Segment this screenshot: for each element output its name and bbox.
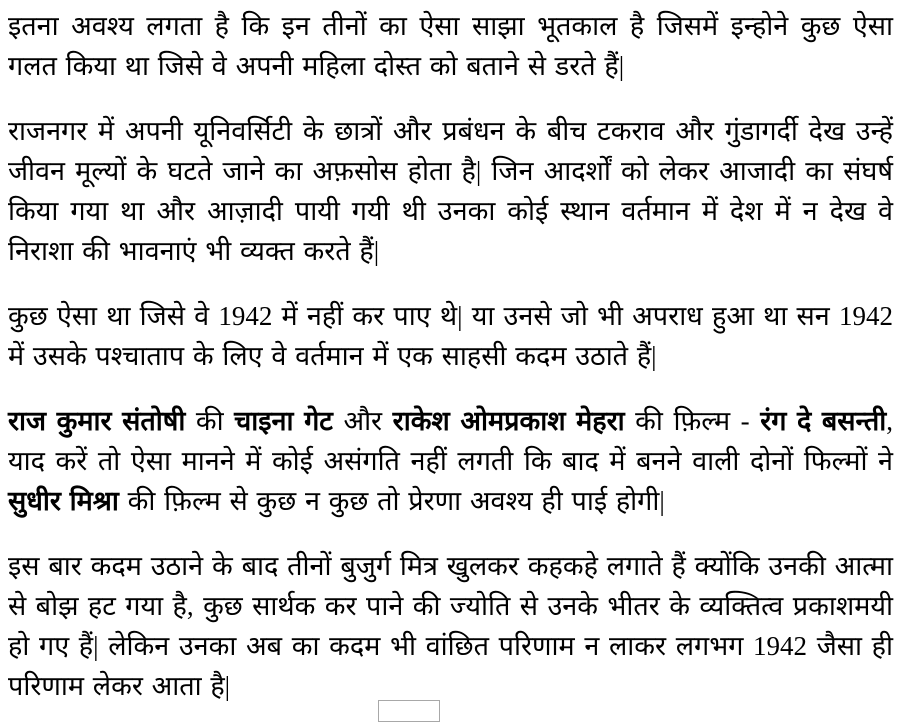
text-run: इतना अवश्य लगता है कि इन तीनों का ऐसा साझा भूतकाल है जिसमें इन्होने कुछ ऐसा गलत किया था जिसे वे अपनी महिला दोस्त को बताने से डरते हैं| bbox=[8, 11, 893, 81]
partial-box bbox=[378, 700, 440, 722]
paragraph bbox=[8, 401, 893, 521]
paragraph bbox=[8, 296, 893, 376]
text-run: की bbox=[185, 406, 235, 436]
bold-text-run: राज कुमार संतोषी bbox=[8, 406, 186, 436]
text-run: , याद करें तो ऐसा मानने में कोई असंगति नहीं लगती कि बाद में बनने वाली दोनों फिल्मों ने bbox=[8, 406, 893, 476]
bold-text-run: चाइना गेट bbox=[234, 406, 333, 436]
paragraph bbox=[8, 6, 893, 86]
text-run: राजनगर में अपनी यूनिवर्सिटी के छात्रों और प्रबंधन के बीच टकराव और गुंडागर्दी देख उन्हें जीवन मूल्यों के घटते जाने का अफ़सोस होता है| जिन आदर्शों को लेकर आजादी का संघर्ष किया गया था और आज़ादी पायी गयी थी उनका कोई स्थान वर्तमान में देश में न देख वे निराशा की भावनाएं भी व्यक्त करते हैं| bbox=[8, 116, 893, 266]
bold-text-run: रंग दे बसन्ती bbox=[760, 406, 887, 436]
paragraph bbox=[8, 111, 893, 271]
bold-text-run: राकेश ओमप्रकाश मेहरा bbox=[392, 406, 625, 436]
bold-text-run: सुधीर मिश्रा bbox=[8, 486, 119, 516]
document-text-area[interactable] bbox=[8, 6, 893, 706]
text-run: की फ़िल्म से कुछ न कुछ तो प्रेरणा अवश्य ही पाई होगी| bbox=[118, 486, 665, 516]
text-run: और bbox=[332, 406, 393, 436]
paragraph bbox=[8, 546, 893, 706]
text-run: की फ़िल्म - bbox=[624, 406, 761, 436]
text-run: इस बार कदम उठाने के बाद तीनों बुजुर्ग मित्र खुलकर कहकहे लगाते हैं क्योंकि उनकी आत्मा से बोझ हट गया है, कुछ सार्थक कर पाने की ज्योति से उनके भीतर के व्यक्तित्व प्रकाशमयी हो गए हैं| लेकिन उनका अब का कदम भी वांछित परिणाम न लाकर लगभग 1942 जैसा ही परिणाम लेकर आता है| bbox=[8, 551, 893, 701]
text-run: कुछ ऐसा था जिसे वे 1942 में नहीं कर पाए थे| या उनसे जो भी अपराध हुआ था सन 1942 में उसके पश्चाताप के लिए वे वर्तमान में एक साहसी कदम उठाते हैं| bbox=[8, 301, 893, 371]
